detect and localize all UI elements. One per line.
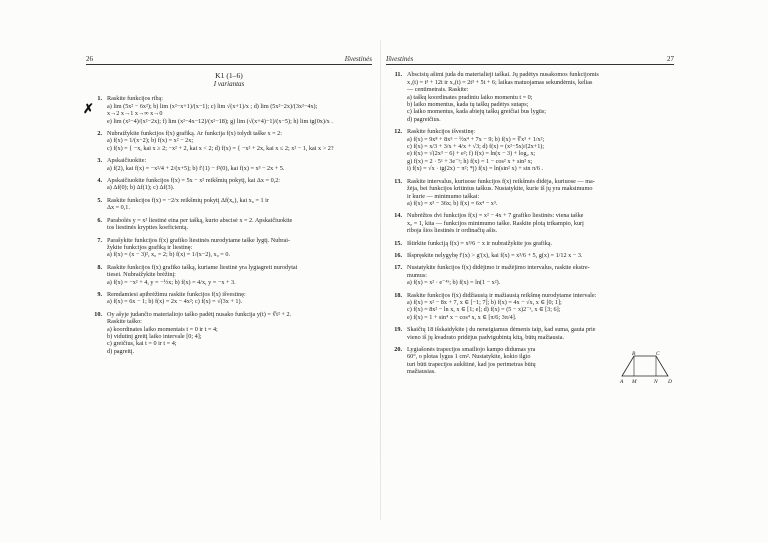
problem-body — [407, 346, 612, 376]
problem-right-8 — [386, 292, 674, 322]
trapezoid-figure — [616, 350, 674, 384]
problem-left-6 — [86, 217, 372, 232]
problem-line: a) taškų koordinates pradiniu laiko momentu t = 0; — [407, 93, 533, 101]
problem-body — [107, 311, 372, 355]
right-page-number: 27 — [667, 55, 674, 63]
problem-line: a) f(x) = (x − 3)², x₀ = 2; b) f(x) = 1/(x−2), x₀ = 0. — [107, 251, 230, 259]
problem-line: Raskite funkcijos f(x) grafiko tašką, kuriame liestinė yra lygiagreti nurodytai — [107, 263, 298, 271]
test-subtitle: I variantas — [213, 80, 245, 89]
problem-number: 10. — [94, 310, 102, 318]
problem-line: a) f(x) = x² · e⁻⁴ˣ; b) f(x) = ln(1 − x²). — [407, 279, 501, 287]
problem-line: Raskite taško: — [107, 318, 142, 326]
problem-left-9 — [86, 291, 372, 306]
problem-body — [107, 291, 372, 306]
problem-line: Ištirkite funkciją f(x) = x³/6 − x ir nubraižykite jos grafiką. — [407, 239, 553, 247]
problem-number: 5. — [97, 196, 102, 204]
problem-body — [107, 95, 372, 125]
problem-body — [407, 252, 674, 259]
problem-line: e) lim (x²−4)/(x²−2x); f) lim (x²−4x−12)/(x²−18); g) lim (√(x+4)−1)/(x−5); h) lim tg(0x)/x . — [107, 117, 333, 125]
problem-line: žėja, bei funkcijos kritinius taškus. Nustatykite, kurie iš jų yra maksimumo — [407, 185, 593, 193]
problem-left-3 — [86, 157, 372, 172]
problem-number: 15. — [394, 239, 402, 247]
problem-body — [407, 212, 674, 234]
problem-body — [407, 292, 674, 322]
problem-line: Parašykite funkcijos f(x) grafiko liestinės nurodytame taške lygtį. Nubrai- — [107, 236, 290, 244]
problem-number: 12. — [394, 128, 402, 136]
problem-body — [407, 264, 674, 286]
trapezoid-label-M: M — [632, 379, 637, 384]
problem-right-2 — [386, 128, 674, 172]
problem-left-10 — [86, 311, 372, 355]
problem-line: i) f(x) = √x · tg(2x) − π²; *j) f(x) = ln(sin² x) + sin π/6 . — [407, 165, 544, 173]
problem-number: 17. — [394, 264, 402, 272]
problem-line: Δx = 0,1. — [107, 204, 130, 212]
problem-number: 14. — [394, 212, 402, 220]
problem-body — [407, 178, 674, 208]
problem-line: a) f(x) = x³ − 36x; b) f(x) = 6x⁴ − x³. — [407, 199, 498, 207]
problem-line: riboja šios liestinės ir ordinačių ašis. — [407, 227, 498, 235]
problem-line: a) f(x) = 1/(x−2); b) f(x) = x² − 2x; — [107, 137, 194, 145]
problem-line: Nubrėžtos dvi funkcijos f(x) = x² − 4x + 7 grafiko liestinės: viena taške — [407, 212, 584, 220]
problem-line: 60°, o plotas lygus 1 cm². Nustatykite, kokio ilgio — [407, 353, 531, 361]
problem-body — [407, 71, 674, 123]
problem-body — [407, 128, 674, 172]
problem-body — [107, 157, 372, 172]
problem-line: ir kurie — minimumo taškai: — [407, 192, 480, 200]
problem-line: Remdamiesi apibrėžimu raskite funkcijos f(x) išvestinę: — [107, 290, 246, 298]
problem-line: e) f(x) = 1 + sin⁴ x − cos⁴ x, x ∈ [π/6; 3π/4]. — [407, 313, 517, 321]
problem-line: Abscisių ašimi juda du materialieji taškai. Jų padėtys nusakomos funkcijomis — [407, 71, 599, 79]
problem-line: tos liestinės krypties koeficientą. — [107, 224, 189, 232]
problem-body — [107, 177, 372, 192]
problem-line: Nustatykite funkcijos f(x) didėjimo ir mažėjimo intervalus, raskite ekstre- — [407, 264, 590, 272]
problem-body — [407, 326, 674, 341]
problem-line: c) f(x) = 8x² − ln x, x ∈ [1; e]; d) f(x) = (5 − x)2⁻ˣ, x ∈ [3; 6]; — [407, 306, 561, 314]
problem-right-3 — [386, 178, 674, 208]
problem-right-1 — [386, 71, 674, 123]
left-header-title: Išvestinės — [344, 55, 372, 63]
problem-line: Raskite funkcijos f(x) = −2/x reikšmių pokytį Δf(x₀), kai x₀ = 1 ir — [107, 196, 269, 204]
left-header — [86, 56, 372, 65]
problem-number: 16. — [394, 251, 402, 259]
trapezoid-label-D: D — [668, 379, 672, 384]
problem-line: d) pagreitį. — [107, 347, 135, 355]
problem-line: e) f(x) = √(2x³ − 6) + e²; f) f(x) = ln(x − 3) + log₂ x; — [407, 150, 536, 158]
problem-number: 13. — [394, 177, 402, 185]
problem-line: vieno iš jų kvadrato pridėjus padvigubintą kitą, būtų mažiausia. — [407, 333, 565, 341]
problem-line: b) laiko momentus, kada tų taškų padėtys sutaps; — [407, 101, 529, 109]
problem-right-7 — [386, 264, 674, 286]
problem-line: mažiausias. — [407, 368, 436, 376]
problem-line: mumus: — [407, 271, 427, 279]
left-page — [83, 55, 372, 360]
right-header-title: Išvestinės — [386, 55, 414, 63]
problem-number: 9. — [97, 290, 102, 298]
problem-number: 1. — [97, 95, 102, 103]
problem-line: Oy ašyje judančio materialiojo taško padėtį nusako funkcija y(t) = ∛t² + 2. — [107, 310, 292, 318]
problem-line: a) f(x) = 9x⁸ + 8x⁵ − ½x⁴ + 7x − 9; b) f(x) = ∜x³ + 1/x²; — [407, 135, 545, 143]
problem-number: 18. — [394, 291, 402, 299]
right-problem-list — [386, 71, 674, 384]
problem-line: Apskaičiuokite funkcijos f(x) = 5x − x² reikšmių pokytį, kai Δx = 0,2: — [107, 177, 281, 185]
problem-line: a) lim (5x² − 6x²); b) lim (x²−x+1)/(x−1); c) lim √(x+1)/x ; d) lim (5x²−2x)/(3x²−4x); — [107, 102, 318, 110]
problem-line: Apskaičiuokite: — [107, 157, 147, 165]
left-problem-list — [86, 95, 372, 355]
problem-line: Raskite funkcijos išvestinę: — [407, 128, 476, 136]
problem-line: a) f(2), kai f(x) = −x²/4 + 2/(x+5); b) f′(1) − f²(0), kai f(x) = x³ − 2x + 5. — [107, 164, 285, 172]
problem-number: 7. — [97, 236, 102, 244]
problem-line: b) vidutinį greitį laiko intervale [0; 4]; — [107, 332, 202, 340]
problem-line: Raskite intervalus, kuriuose funkcijos f(x) reikšmės didėja, kuriuose — ma- — [407, 177, 595, 185]
problem-line: c) f(x) = { −x, kai x ≥ 2; −x² + 2, kai x < 2; d) f(x) = { −x² + 2x, kai x ≤ 2; x² − 1, kai x > 2? — [107, 144, 334, 152]
problem-body — [107, 237, 372, 259]
problem-number: 3. — [97, 157, 102, 165]
right-header — [386, 56, 674, 65]
trapezoid-label-C: C — [656, 351, 660, 357]
problem-line: Skaičių 18 išskaidykite į du neneigiamus dėmenis taip, kad suma, gauta prie — [407, 326, 596, 334]
problem-right-9 — [386, 326, 674, 341]
problem-line: g) f(x) = 2 · 5ˣ + 3e⁻ˣ; h) f(x) = 1 − cos² x + sin² x; — [407, 157, 533, 165]
trapezoid-shape — [622, 356, 668, 376]
problem-line: Nubraižykite funkcijos f(x) grafiką. Ar funkcija f(x) tolydi taške x = 2: — [107, 130, 282, 138]
problem-left-2 — [86, 130, 372, 152]
problem-number: 4. — [97, 177, 102, 185]
problem-line: x₁(t) = t³ + 12t ir x₂(t) = 2t³ + 5t + 6; laikas matuojamas sekundėmis, kelias — [407, 78, 593, 86]
handwritten-x-mark: ✗ — [83, 101, 94, 116]
problem-line: c) laiko momentus, kada abiejų taškų greičiai bus lygūs; — [407, 108, 547, 116]
problem-line: a) f(x) = x² − 8x + 7, x ∈ [−1; 7]; b) f(x) = 4x − √x, x ∈ [0; 1]; — [407, 298, 562, 306]
problem-line: turi būti trapecijos aukštinė, kad jos perimetras būtų — [407, 360, 536, 368]
problem-left-5 — [86, 197, 372, 212]
problem-right-10 — [386, 346, 674, 384]
trapezoid-label-A: A — [620, 379, 624, 384]
problem-right-6 — [386, 252, 674, 259]
problem-right-4 — [386, 212, 674, 234]
problem-line: — centimetrais. Raskite: — [407, 86, 469, 94]
problem-line: c) f(x) = x/3 + 3/x + 4/x + √3; d) f(x) = (x²−5x)/(2x+1); — [407, 143, 545, 151]
problem-number: 2. — [97, 130, 102, 138]
problem-line: Išspręskite nelygybę f′(x) > g′(x), kai f(x) = x³/6 + 5, g(x) = 1/12 x − 3. — [407, 251, 583, 259]
problem-line: tiesei. Nubraižykite brėžinį: — [107, 271, 176, 279]
problem-left-4 — [86, 177, 372, 192]
problem-body — [107, 130, 372, 152]
problem-line: a) koordinates laiko momentais t = 0 ir t = 4; — [107, 325, 218, 333]
problem-left-8 — [86, 264, 372, 286]
problem-body — [107, 264, 372, 286]
page-fold — [380, 40, 381, 520]
problem-number: 19. — [394, 326, 402, 334]
problem-line: c) greičius, kai t = 0 ir t = 4; — [107, 340, 177, 348]
problem-line: žykite funkcijos grafiką ir liestinę: — [107, 243, 193, 251]
problem-body — [407, 240, 674, 247]
problem-body — [107, 217, 372, 232]
problem-line: Parabolės y = x² liestinė eina per tašką, kurio abscisė x = 2. Apskaičiuokite — [107, 216, 293, 224]
problem-line: d) pagreičius. — [407, 115, 441, 123]
problem-body — [107, 197, 372, 212]
trapezoid-label-B: B — [632, 351, 636, 357]
problem-number: 20. — [394, 346, 402, 353]
test-title: K1 (1–6) — [215, 71, 243, 81]
test-title-block — [86, 71, 372, 89]
left-page-number: 26 — [86, 55, 93, 63]
problem-line: Lygiašonės trapecijos smailiojo kampo didumas yra — [407, 346, 536, 353]
problem-right-5 — [386, 240, 674, 247]
problem-line: Raskite funkcijos f(x) didžiausią ir mažiausią reikšmę nurodytame intervale: — [407, 291, 597, 299]
problem-number: 11. — [394, 71, 402, 79]
trapezoid-label-N: N — [654, 379, 658, 384]
problem-number: 8. — [97, 263, 102, 271]
problem-line: Raskite funkcijos ribą: — [107, 95, 164, 103]
problem-line: x₀ = 1, kita — funkcijos minimumo taške. Raskite plotą trikampio, kurį — [407, 219, 584, 227]
problem-line: a) f(x) = −x² + 4, y = −½x; b) f(x) = 4/x, y = −x + 3. — [107, 278, 236, 286]
problem-left-1 — [86, 95, 372, 125]
problem-line: x→2 x→1 x→∞ x→0 — [107, 110, 163, 118]
problem-left-7 — [86, 237, 372, 259]
right-page — [386, 55, 674, 384]
problem-line: a) Δf(0); b) Δf(1); c) Δf(3). — [107, 184, 175, 192]
problem-number: 6. — [97, 216, 102, 224]
problem-line: a) f(x) = 6x − 1; b) f(x) = 2x − 4x²; c) f(x) = √(3x + 1). — [107, 298, 243, 306]
